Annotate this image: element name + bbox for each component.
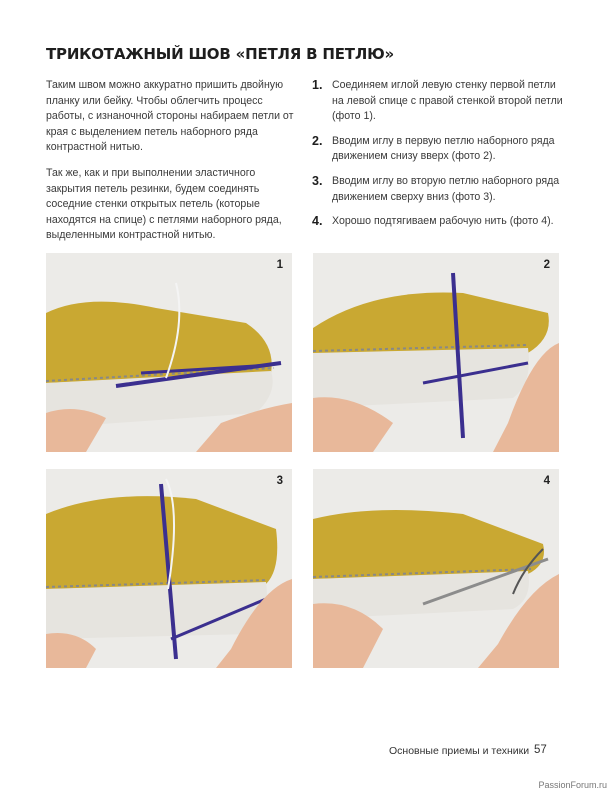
photo-3 [46,469,292,668]
photo-number: 2 [543,259,550,271]
photo-number: 3 [276,475,283,487]
step-item [312,134,570,165]
knitting-photo-4-icon [313,469,559,668]
photo-1 [46,253,292,452]
step-number: 2. [312,133,323,148]
knitting-photo-2-icon [313,253,559,452]
photo-4 [313,469,559,668]
footer-section-title: Основные приемы и техники [389,745,530,757]
step-item [312,174,570,205]
step-number: 4. [312,214,323,229]
step-number: 1. [312,78,323,92]
photo-number: 1 [276,259,283,271]
intro-text [46,78,294,254]
photo-number: 4 [543,475,550,487]
page-number: 57 [534,744,547,756]
page-title: ТРИКОТАЖНЫЙ ШОВ «ПЕТЛЯ В ПЕТЛЮ» [46,45,394,63]
step-item [312,214,570,230]
knitting-photo-3-icon [46,469,292,668]
step-item [312,78,570,125]
intro-paragraph: Так же, как и при выполнении эластичного закрытия петель резинки, будем соединять соседние стенки открытых петель (которые находятся на спице) с петлями наборного ряда, выделенными контрастной нитью. [46,166,282,242]
steps-list [312,78,570,239]
step-text: Вводим иглу во вторую петлю наборного ряда движением сверху вниз (фото 3). [332,174,560,203]
watermark: PassionForum.ru [538,780,607,790]
photo-2 [313,253,559,452]
step-text: Хорошо подтягиваем рабочую нить (фото 4). [332,215,554,228]
step-text: Вводим иглу в первую петлю наборного ряда движением снизу вверх (фото 2). [332,134,555,163]
intro-paragraph: Таким швом можно аккуратно пришить двойную планку или бейку. Чтобы облегчить процесс работы, с изнаночной стороны набираем петли от края с выделением петель наборного ряда контрастной нитью. [46,79,294,154]
step-text: Соединяем иглой левую стенку первой петли на левой спице с правой стенкой второй петли (фото 1). [332,79,563,123]
knitting-photo-1-icon [46,253,292,452]
step-number: 3. [312,173,323,188]
